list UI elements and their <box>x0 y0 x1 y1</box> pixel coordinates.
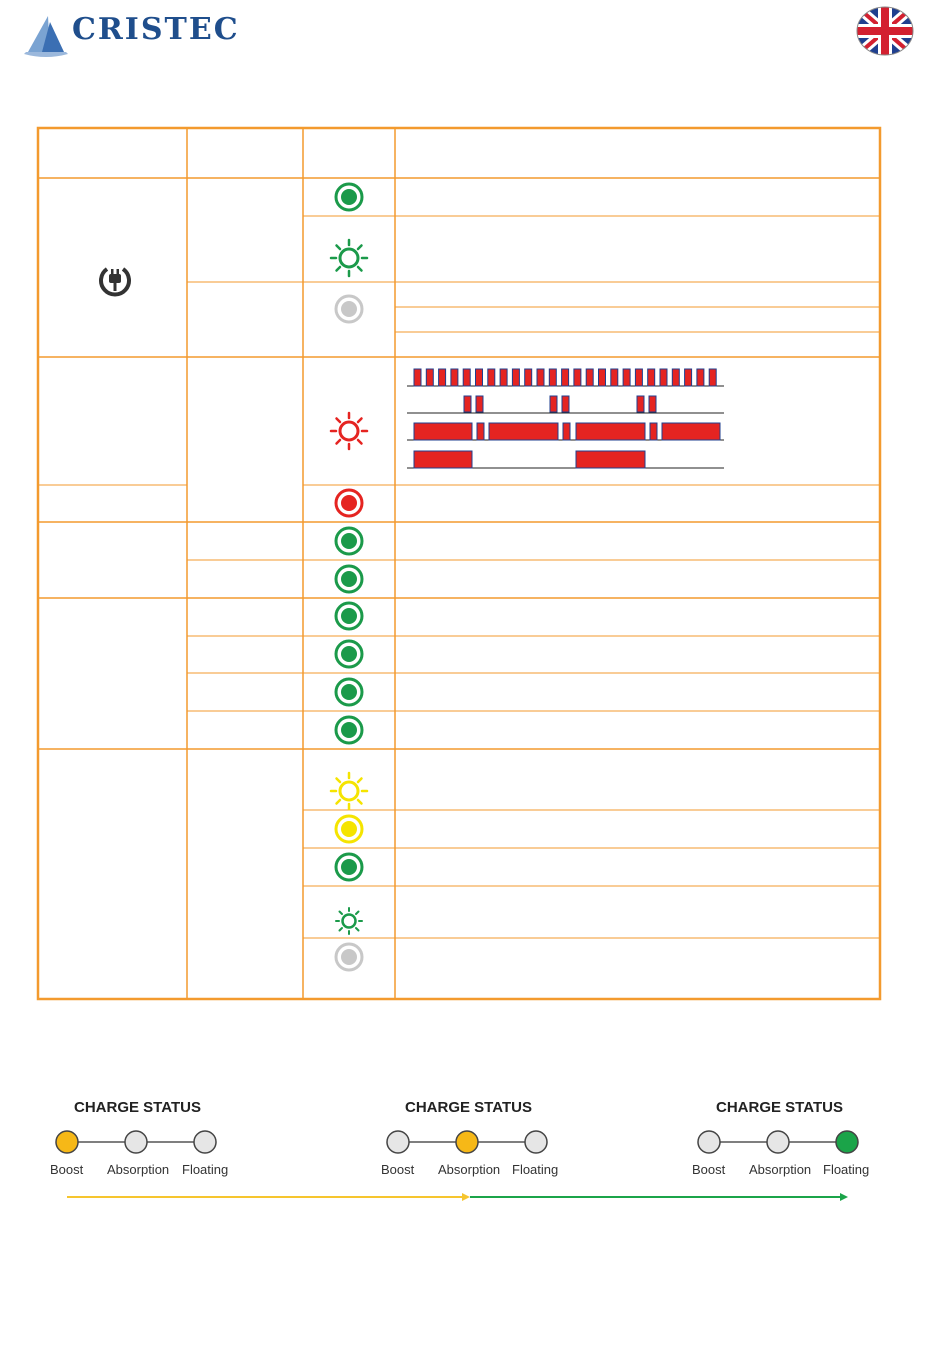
led-off-icon <box>336 296 362 322</box>
blink-pulse <box>488 369 495 386</box>
status-led-floating-active <box>836 1131 858 1153</box>
blink-pulse <box>611 369 618 386</box>
led-off-icon <box>336 944 362 970</box>
status-led-absorption-active <box>456 1131 478 1153</box>
led-green-solid-icon <box>336 641 362 667</box>
led-yellow-solid-icon <box>336 816 362 842</box>
led-green-solid-icon <box>336 528 362 554</box>
blink-pulse <box>685 369 692 386</box>
label-boost: Boost <box>692 1162 726 1177</box>
led-green-solid-icon <box>336 184 362 210</box>
led-red-solid-icon <box>336 490 362 516</box>
blink-pulse <box>414 369 421 386</box>
blink-pattern-diagram <box>407 369 724 468</box>
arrow-head-icon <box>462 1193 470 1201</box>
label-absorption: Absorption <box>438 1162 501 1177</box>
plug-power-icon <box>101 269 129 294</box>
label-floating: Floating <box>823 1162 870 1177</box>
status-led-absorption <box>767 1131 789 1153</box>
led-yellow-blinking-icon <box>331 773 367 809</box>
led-green-solid-icon <box>336 854 362 880</box>
status-led-boost-active <box>56 1131 78 1153</box>
blink-pulse <box>697 369 704 386</box>
blink-pulse <box>586 369 593 386</box>
blink-pulse <box>463 369 470 386</box>
led-green-solid-icon <box>336 603 362 629</box>
label-absorption: Absorption <box>749 1162 812 1177</box>
blink-pulse <box>623 369 630 386</box>
blink-pulse <box>672 369 679 386</box>
blink-pulse <box>439 369 446 386</box>
status-led-boost <box>698 1131 720 1153</box>
label-absorption: Absorption <box>107 1162 170 1177</box>
led-green-blinking-icon <box>336 908 362 934</box>
led-green-solid-icon <box>336 679 362 705</box>
brand-name: CRISTEC <box>72 12 240 47</box>
status-led-floating <box>525 1131 547 1153</box>
status-led-boost <box>387 1131 409 1153</box>
charge-status-title: CHARGE STATUS <box>74 1099 201 1116</box>
label-boost: Boost <box>381 1162 415 1177</box>
blink-pulse <box>451 369 458 386</box>
charge-status-title: CHARGE STATUS <box>405 1099 532 1116</box>
blink-pulse <box>562 369 569 386</box>
label-boost: Boost <box>50 1162 84 1177</box>
led-green-solid-icon <box>336 566 362 592</box>
blink-pulse <box>500 369 507 386</box>
led-red-blinking-icon <box>331 413 367 449</box>
led-green-solid-icon <box>336 717 362 743</box>
blink-pulse <box>660 369 667 386</box>
label-floating: Floating <box>512 1162 559 1177</box>
blink-pulse <box>648 369 655 386</box>
blink-pulse <box>537 369 544 386</box>
blink-pulse <box>512 369 519 386</box>
led-green-blinking-icon <box>331 240 367 276</box>
status-led-floating <box>194 1131 216 1153</box>
blink-pulse <box>426 369 433 386</box>
arrow-head-icon <box>840 1193 848 1201</box>
blink-pulse <box>525 369 532 386</box>
charge-status-title: CHARGE STATUS <box>716 1099 843 1116</box>
blink-pulse <box>574 369 581 386</box>
label-floating: Floating <box>182 1162 229 1177</box>
blink-pulse <box>599 369 606 386</box>
blink-pulse <box>635 369 642 386</box>
blink-pulse <box>549 369 556 386</box>
blink-pulse <box>709 369 716 386</box>
blink-pulse <box>476 369 483 386</box>
status-led-absorption <box>125 1131 147 1153</box>
